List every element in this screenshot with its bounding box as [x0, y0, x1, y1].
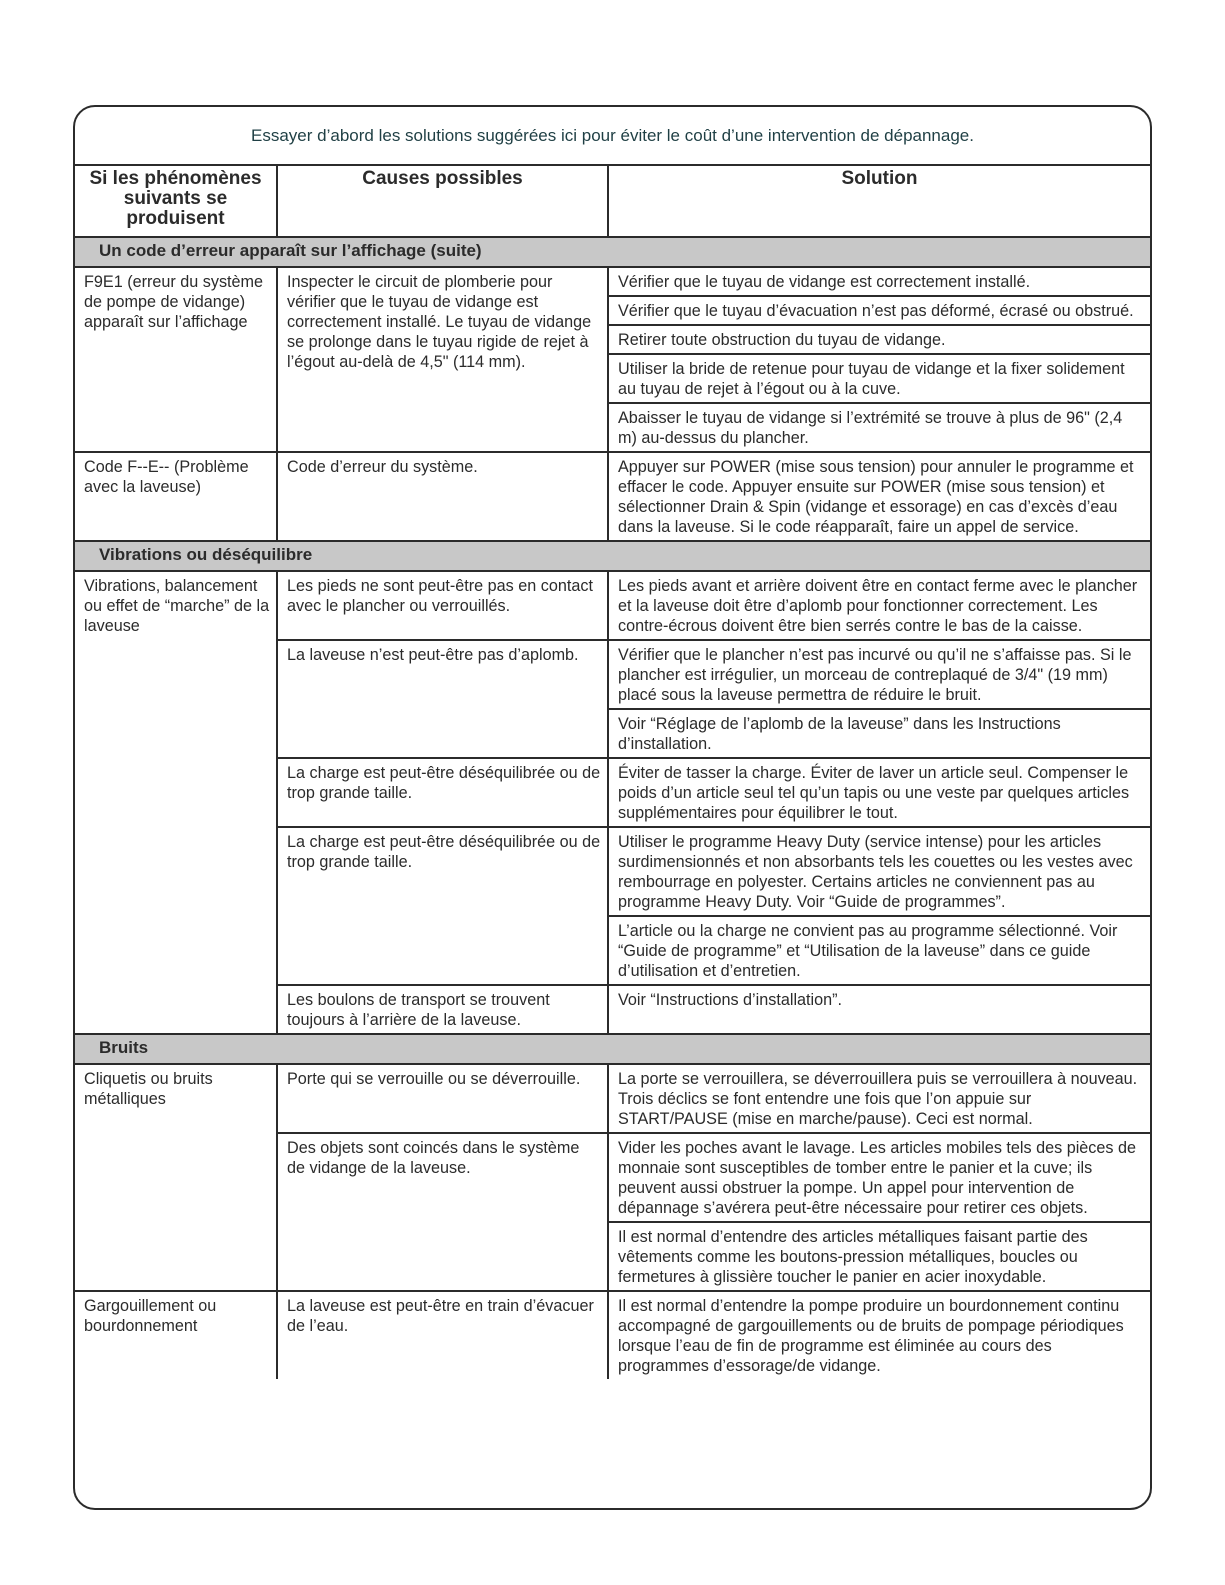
section-title: Vibrations ou déséquilibre: [75, 541, 1150, 571]
symptom-cell: Cliquetis ou bruits métalliques: [75, 1064, 277, 1291]
table-row: [75, 1291, 1150, 1379]
solution-cell: Il est normal d’entendre des articles métalliques faisant partie des vêtements comme les boutons-pression métalliques, boucles ou fermetures à glissière toucher le panier en acier inoxydable.: [608, 1222, 1150, 1291]
solution-cell: Voir “Réglage de l’aplomb de la laveuse” dans les Instructions d’installation.: [608, 709, 1150, 758]
solution-cell: Abaisser le tuyau de vidange si l’extrémité se trouve à plus de 96" (2,4 m) au-dessus du plancher.: [608, 403, 1150, 452]
solution-cell: Utiliser la bride de retenue pour tuyau de vidange et la fixer solidement au tuyau de rejet à l’égout ou à la cuve.: [608, 354, 1150, 403]
solution-cell: Appuyer sur POWER (mise sous tension) pour annuler le programme et effacer le code. Appuyer ensuite sur POWER (mise sous tension) et sélectionner Drain & Spin (vidange et essorage) en cas d’excès d’eau dans la laveuse. Si le code réapparaît, faire un appel de service.: [608, 452, 1150, 541]
header-row: [75, 164, 1150, 237]
solution-cell: La porte se verrouillera, se déverrouillera puis se verrouillera à nouveau. Trois déclics se font entendre une fois que l’on appuie sur START/PAUSE (mise en marche/pause). Ceci est normal.: [608, 1064, 1150, 1133]
symptom-cell: F9E1 (erreur du système de pompe de vidange) apparaît sur l’affichage: [75, 267, 277, 452]
symptom-cell: Gargouillement ou bourdonnement: [75, 1291, 277, 1379]
table-row: [75, 1064, 1150, 1133]
cause-cell: Inspecter le circuit de plomberie pour vérifier que le tuyau de vidange est correctement installé. Le tuyau de vidange se prolonge dans le tuyau rigide de rejet à l’égout au-delà de 4,5" (114 mm).: [277, 267, 608, 452]
section-row: [75, 237, 1150, 267]
cause-cell: Porte qui se verrouille ou se déverrouille.: [277, 1064, 608, 1133]
table-row: [75, 267, 1150, 296]
header-symptom: Si les phénomènes suivants se produisent: [75, 164, 277, 237]
section-title: Bruits: [75, 1034, 1150, 1064]
section-row: [75, 1034, 1150, 1064]
section-title: Un code d’erreur apparaît sur l’affichage (suite): [75, 237, 1150, 267]
table-row: [75, 452, 1150, 541]
solution-cell: Voir “Instructions d’installation”.: [608, 985, 1150, 1034]
troubleshooting-table-frame: [73, 105, 1152, 1510]
solution-cell: Vider les poches avant le lavage. Les articles mobiles tels des pièces de monnaie sont susceptibles de tomber entre le panier et la cuve; ils peuvent aussi obstruer la pompe. Un appel pour intervention de dépannage s’avérera peut-être nécessaire pour retirer ces objets.: [608, 1133, 1150, 1222]
intro-text: Essayer d’abord les solutions suggérées ici pour éviter le coût d’une intervention de dépannage.: [75, 107, 1150, 166]
solution-cell: Il est normal d’entendre la pompe produire un bourdonnement continu accompagné de gargouillements ou de bruits de pompage périodiques lorsque l’eau de fin de programme est éliminée au cours des programmes d’essorage/de vidange.: [608, 1291, 1150, 1379]
symptom-cell: Vibrations, balancement ou effet de “marche” de la laveuse: [75, 571, 277, 1034]
cause-cell: La laveuse est peut-être en train d’évacuer de l’eau.: [277, 1291, 608, 1379]
solution-cell: Vérifier que le tuyau d’évacuation n’est pas déformé, écrasé ou obstrué.: [608, 296, 1150, 325]
symptom-cell: Code F--E-- (Problème avec la laveuse): [75, 452, 277, 541]
cause-cell: Des objets sont coincés dans le système de vidange de la laveuse.: [277, 1133, 608, 1291]
solution-cell: L’article ou la charge ne convient pas au programme sélectionné. Voir “Guide de programme” et “Utilisation de la laveuse” dans ce guide d’utilisation et d’entretien.: [608, 916, 1150, 985]
cause-cell: La charge est peut-être déséquilibrée ou de trop grande taille.: [277, 827, 608, 985]
solution-cell: Éviter de tasser la charge. Éviter de laver un article seul. Compenser le poids d’un article seul tel qu’un tapis ou une veste par quelques articles supplémentaires pour équilibrer le tout.: [608, 758, 1150, 827]
table-body: [75, 237, 1150, 1379]
solution-cell: Retirer toute obstruction du tuyau de vidange.: [608, 325, 1150, 354]
cause-cell: Les pieds ne sont peut-être pas en contact avec le plancher ou verrouillés.: [277, 571, 608, 640]
header-causes: Causes possibles: [277, 164, 608, 237]
troubleshooting-table: [75, 164, 1150, 1379]
solution-cell: Vérifier que le plancher n’est pas incurvé ou qu’il ne s’affaisse pas. Si le plancher est irrégulier, un morceau de contreplaqué de 3/4" (19 mm) placé sous la laveuse permettra de réduire le bruit.: [608, 640, 1150, 709]
table-row: [75, 571, 1150, 640]
header-solution: Solution: [608, 164, 1150, 237]
section-row: [75, 541, 1150, 571]
cause-cell: Code d’erreur du système.: [277, 452, 608, 541]
cause-cell: La laveuse n’est peut-être pas d’aplomb.: [277, 640, 608, 758]
solution-cell: Vérifier que le tuyau de vidange est correctement installé.: [608, 267, 1150, 296]
solution-cell: Utiliser le programme Heavy Duty (service intense) pour les articles surdimensionnés et non absorbants tels les couettes ou les vestes avec rembourrage en polyester. Certains articles ne conviennent pas au programme Heavy Duty. Voir “Guide de programmes”.: [608, 827, 1150, 916]
cause-cell: Les boulons de transport se trouvent toujours à l’arrière de la laveuse.: [277, 985, 608, 1034]
cause-cell: La charge est peut-être déséquilibrée ou de trop grande taille.: [277, 758, 608, 827]
solution-cell: Les pieds avant et arrière doivent être en contact ferme avec le plancher et la laveuse doit être d’aplomb pour fonctionner correctement. Les contre-écrous doivent être bien serrés contre le bas de la caisse.: [608, 571, 1150, 640]
